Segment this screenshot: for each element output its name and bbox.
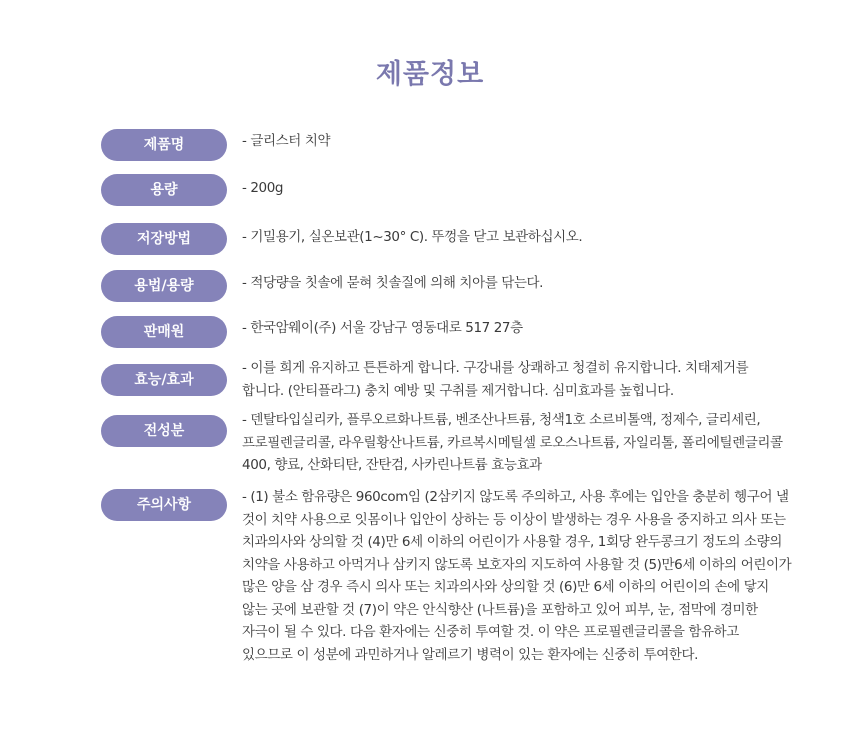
- label-usage: 용법/용량: [101, 270, 227, 302]
- value-seller: - 한국암웨이(주) 서울 강남구 영동대로 517 27층: [242, 320, 523, 336]
- label-volume: 용량: [101, 174, 227, 206]
- label-seller: 판매원: [101, 316, 227, 348]
- value-volume: - 200g: [242, 180, 284, 196]
- value-usage: - 적당량을 칫솔에 묻혀 칫솔질에 의해 치아를 닦는다.: [242, 275, 544, 291]
- value-product-name: - 글리스터 치약: [242, 133, 331, 149]
- label-storage: 저장방법: [101, 223, 227, 255]
- value-precautions: - (1) 불소 함유량은 960com임 (2삼키지 않도록 주의하고, 사용 후에는 입안을 충분히 헹구어 낼 것이 치약 사용으로 잇몸이나 입안이 상하는 등 이상이 발생하는 경우 사용을 중지하고 의사 또는 치과의사와 상의할 것 (4)만 6세 이하의 어린이가 사용할 경우, 1회당 완두콩크기 정도의 소량의 치약을 사용하고 아먹거나 삼키지 않도록 보호자의 지도하여 사용할 것 (5)만6세 이하의 어린이가 많은 양을 삼 경우 즉시 의사 또는 치과의사와 상의할 것 (6)만 6세 이하의 어린이의 손에 닿지 않는 곳에 보관할 것 (7)이 약은 안식향산 (나트륨)을 포함하고 있어 피부, 눈, 점막에 경미한 자극이 될 수 있다. 다음 환자에는 신중히 투여할 것. 이 약은 프로필렌글리콜을 함유하고 있으므로 이 성분에 과민하거나 알레르기 병력이 있는 환자에는 신중히 투여한다.: [242, 489, 792, 663]
- value-ingredients: - 덴탈타입실리카, 플루오르화나트륨, 벤조산나트륨, 청색1호 소르비톨액, 정제수, 글리세린, 프로필렌글리콜, 라우릴황산나트륨, 카르복시메틸셀 로오스나트륨, 자일리톨, 폴리에틸렌글리콜 400, 향료, 산화티탄, 잔탄검, 사카린나트륨 효능효과: [242, 412, 783, 473]
- label-precautions: 주의사항: [101, 489, 227, 521]
- label-product-name: 제품명: [101, 129, 227, 161]
- value-efficacy: - 이를 희게 유지하고 튼튼하게 합니다. 구강내를 상쾌하고 청결히 유지합니다. 치태제거를 합니다. (안티플라그) 충치 예방 및 구취를 제거합니다. 심미효과를 높힙니다.: [242, 360, 749, 399]
- label-efficacy: 효능/효과: [101, 364, 227, 396]
- value-storage: - 기밀용기, 실온보관(1~30° C). 뚜껑을 닫고 보관하십시오.: [242, 229, 583, 245]
- page-title: 제품정보: [375, 59, 485, 90]
- label-ingredients: 전성분: [101, 415, 227, 447]
